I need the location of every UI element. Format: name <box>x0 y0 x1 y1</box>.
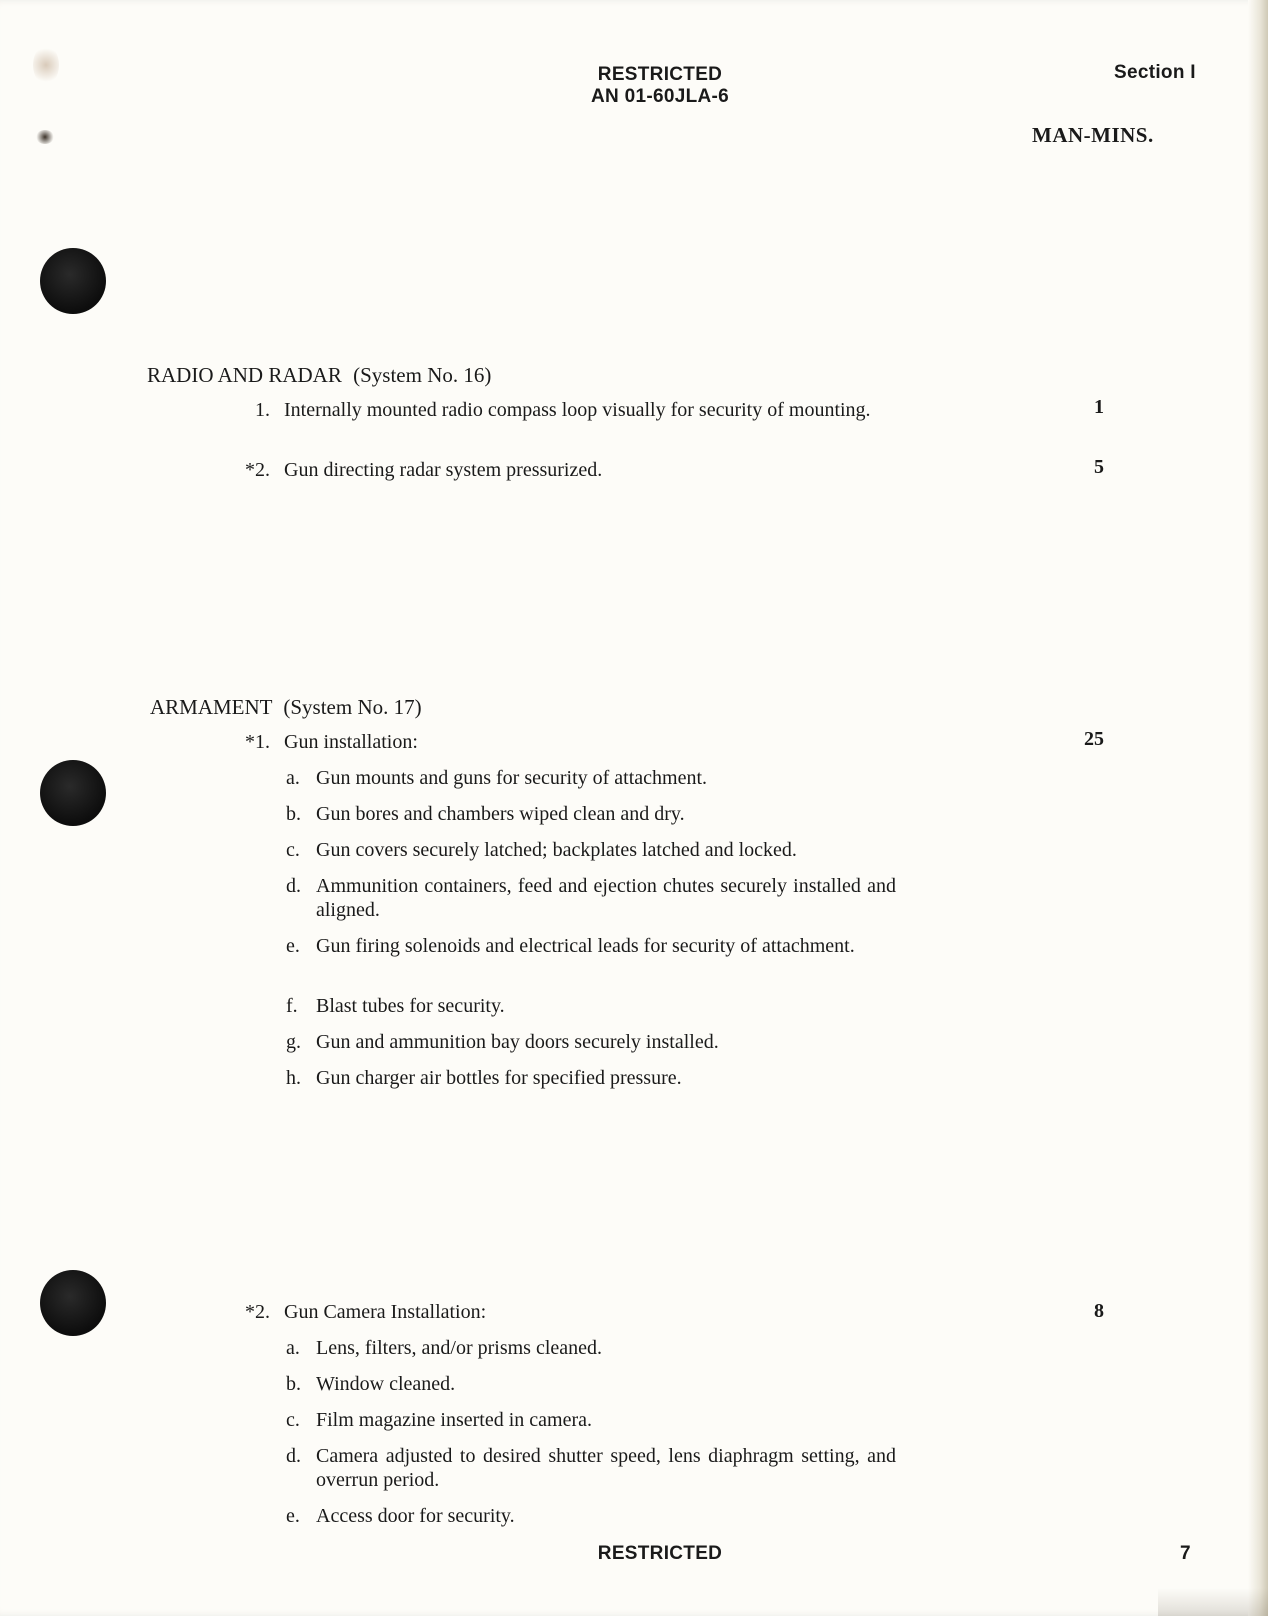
subitem-text: Window cleaned. <box>316 1373 456 1395</box>
stain-mark <box>33 45 59 85</box>
subitem-letter: c. <box>286 1409 300 1431</box>
subitem-letter: d. <box>286 875 301 897</box>
item-number: *2. <box>245 459 270 481</box>
section-title: ARMAMENT <box>150 695 273 719</box>
subitem-text: Gun and ammunition bay doors securely installed. <box>316 1031 719 1053</box>
page-number: 7 <box>1180 1543 1191 1564</box>
subitem-text: Camera adjusted to desired shutter speed, lens diaphragm setting, and overrun period. <box>316 1445 896 1491</box>
page-corner-shadow <box>1158 1588 1268 1616</box>
header-section: Section I <box>1114 62 1196 83</box>
man-mins-value: 5 <box>1094 456 1104 478</box>
header-doc-number: AN 01-60JLA-6 <box>590 86 729 107</box>
item-text: Internally mounted radio compass loop visually for security of mounting. <box>284 399 871 421</box>
subitem-text: Film magazine inserted in camera. <box>316 1409 593 1431</box>
footer-classification: RESTRICTED <box>597 1543 723 1564</box>
subitem-text: Blast tubes for security. <box>316 995 505 1017</box>
subitem-text: Access door for security. <box>316 1505 515 1527</box>
man-mins-value: 1 <box>1094 396 1104 418</box>
subitem-text: Ammunition containers, feed and ejection chutes securely installed and aligned. <box>316 875 896 921</box>
subitem-text: Gun mounts and guns for security of attachment. <box>316 767 708 789</box>
subitem-letter: b. <box>286 1373 301 1395</box>
armament-heading <box>150 695 422 720</box>
subitem-text: Gun bores and chambers wiped clean and dry. <box>316 803 685 825</box>
column-head-man-mins: MAN-MINS. <box>1032 123 1154 147</box>
item-text: Gun directing radar system pressurized. <box>284 459 603 481</box>
item-number: *1. <box>245 731 270 753</box>
binder-hole-bottom <box>40 1270 106 1336</box>
subitem-text: Gun charger air bottles for specified pressure. <box>316 1067 682 1089</box>
man-mins-value: 25 <box>1084 728 1104 750</box>
subitem-letter: f. <box>286 995 298 1017</box>
subitem-letter: a. <box>286 1337 300 1359</box>
subitem-text: Gun covers securely latched; backplates latched and locked. <box>316 839 797 861</box>
section-title: RADIO AND RADAR <box>147 363 342 387</box>
subitem-text: Gun firing solenoids and electrical leads for security of attachment. <box>316 935 855 957</box>
subitem-letter: c. <box>286 839 300 861</box>
section-system: (System No. 17) <box>283 695 422 719</box>
subitem-letter: d. <box>286 1445 301 1467</box>
section-system: (System No. 16) <box>353 363 492 387</box>
item-label: Gun installation: <box>284 731 418 753</box>
subitem-letter: a. <box>286 767 300 789</box>
item-label: Gun Camera Installation: <box>284 1301 487 1323</box>
subitem-letter: e. <box>286 935 300 957</box>
item-number: *2. <box>245 1301 270 1323</box>
item-number: 1. <box>255 399 270 421</box>
stain-mark <box>36 130 54 144</box>
subitem-text: Lens, filters, and/or prisms cleaned. <box>316 1337 603 1359</box>
page-edge <box>1248 0 1268 1616</box>
header-classification: RESTRICTED <box>597 64 723 85</box>
subitem-letter: e. <box>286 1505 300 1527</box>
subitem-letter: h. <box>286 1067 301 1089</box>
binder-hole-top <box>40 248 106 314</box>
binder-hole-middle <box>40 760 106 826</box>
radio-radar-heading <box>147 363 491 388</box>
subitem-letter: b. <box>286 803 301 825</box>
man-mins-value: 8 <box>1094 1300 1104 1322</box>
subitem-letter: g. <box>286 1031 301 1053</box>
